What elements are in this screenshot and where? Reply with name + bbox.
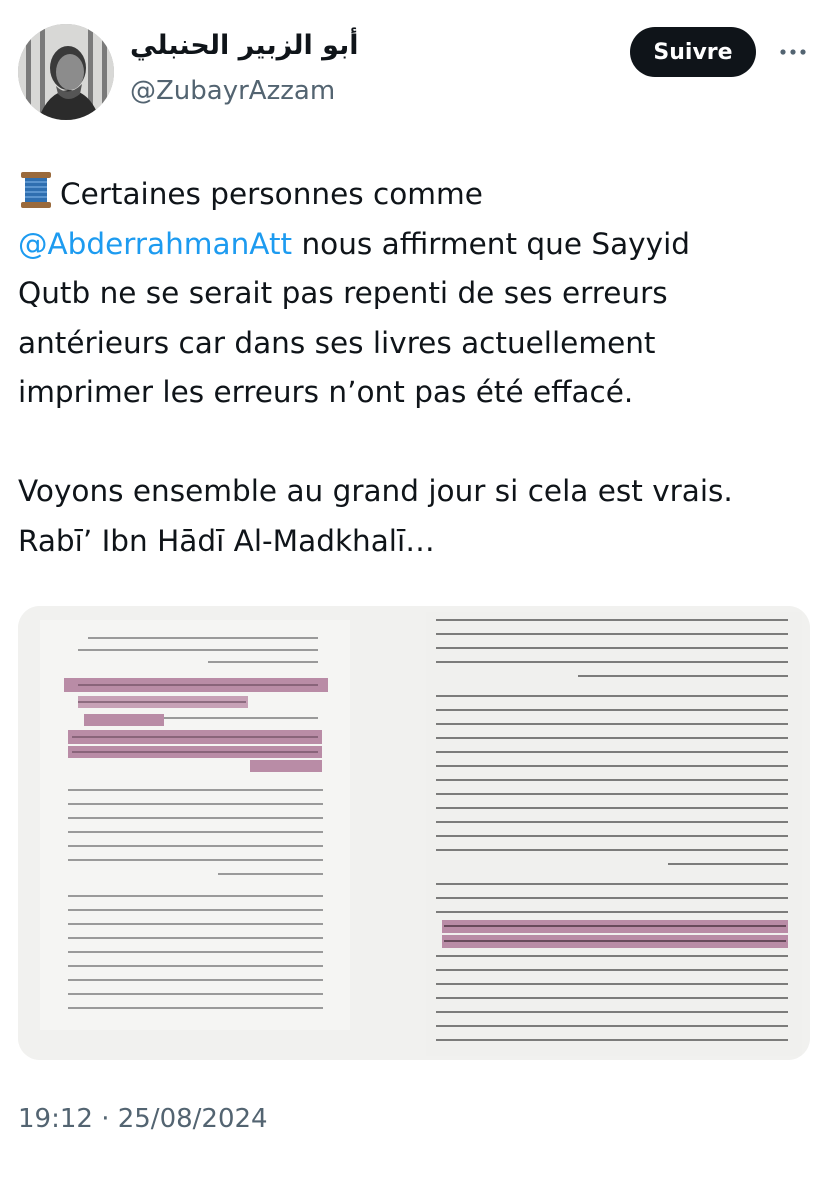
author-display-name[interactable]: أبو الزبير الحنبلي bbox=[130, 30, 359, 61]
avatar[interactable] bbox=[18, 24, 114, 120]
book-page-scans-image[interactable] bbox=[18, 606, 810, 1060]
tweet-media[interactable] bbox=[18, 606, 810, 1060]
more-horizontal-icon[interactable] bbox=[776, 42, 810, 62]
tweet-text bbox=[18, 170, 818, 566]
avatar-photo-icon bbox=[18, 24, 114, 120]
left-page-scan bbox=[40, 620, 350, 1030]
author-handle[interactable]: @ZubayrAzzam bbox=[130, 76, 336, 106]
spool-of-thread-icon bbox=[18, 170, 54, 210]
tweet-timestamp[interactable]: 19:12 · 25/08/2024 bbox=[18, 1104, 268, 1134]
right-page-scan bbox=[426, 612, 802, 1056]
tweet-text-line1: Certaines personnes comme bbox=[60, 177, 483, 211]
tweet-header bbox=[0, 0, 828, 140]
tweet-text-body: nous affirment que Sayyid Qutb ne se serait pas repenti de ses erreurs antérieurs car dans ses livres actuellement imprimer les erreurs n’ont pas été effacé. Voyons ensemble au grand jour si cela est vrais. Rabī’ Ibn Hādī Al-Madkhalī… bbox=[18, 226, 733, 558]
follow-button[interactable]: Suivre bbox=[630, 27, 756, 77]
mention-link[interactable]: @AbderrahmanAtt bbox=[18, 226, 293, 261]
